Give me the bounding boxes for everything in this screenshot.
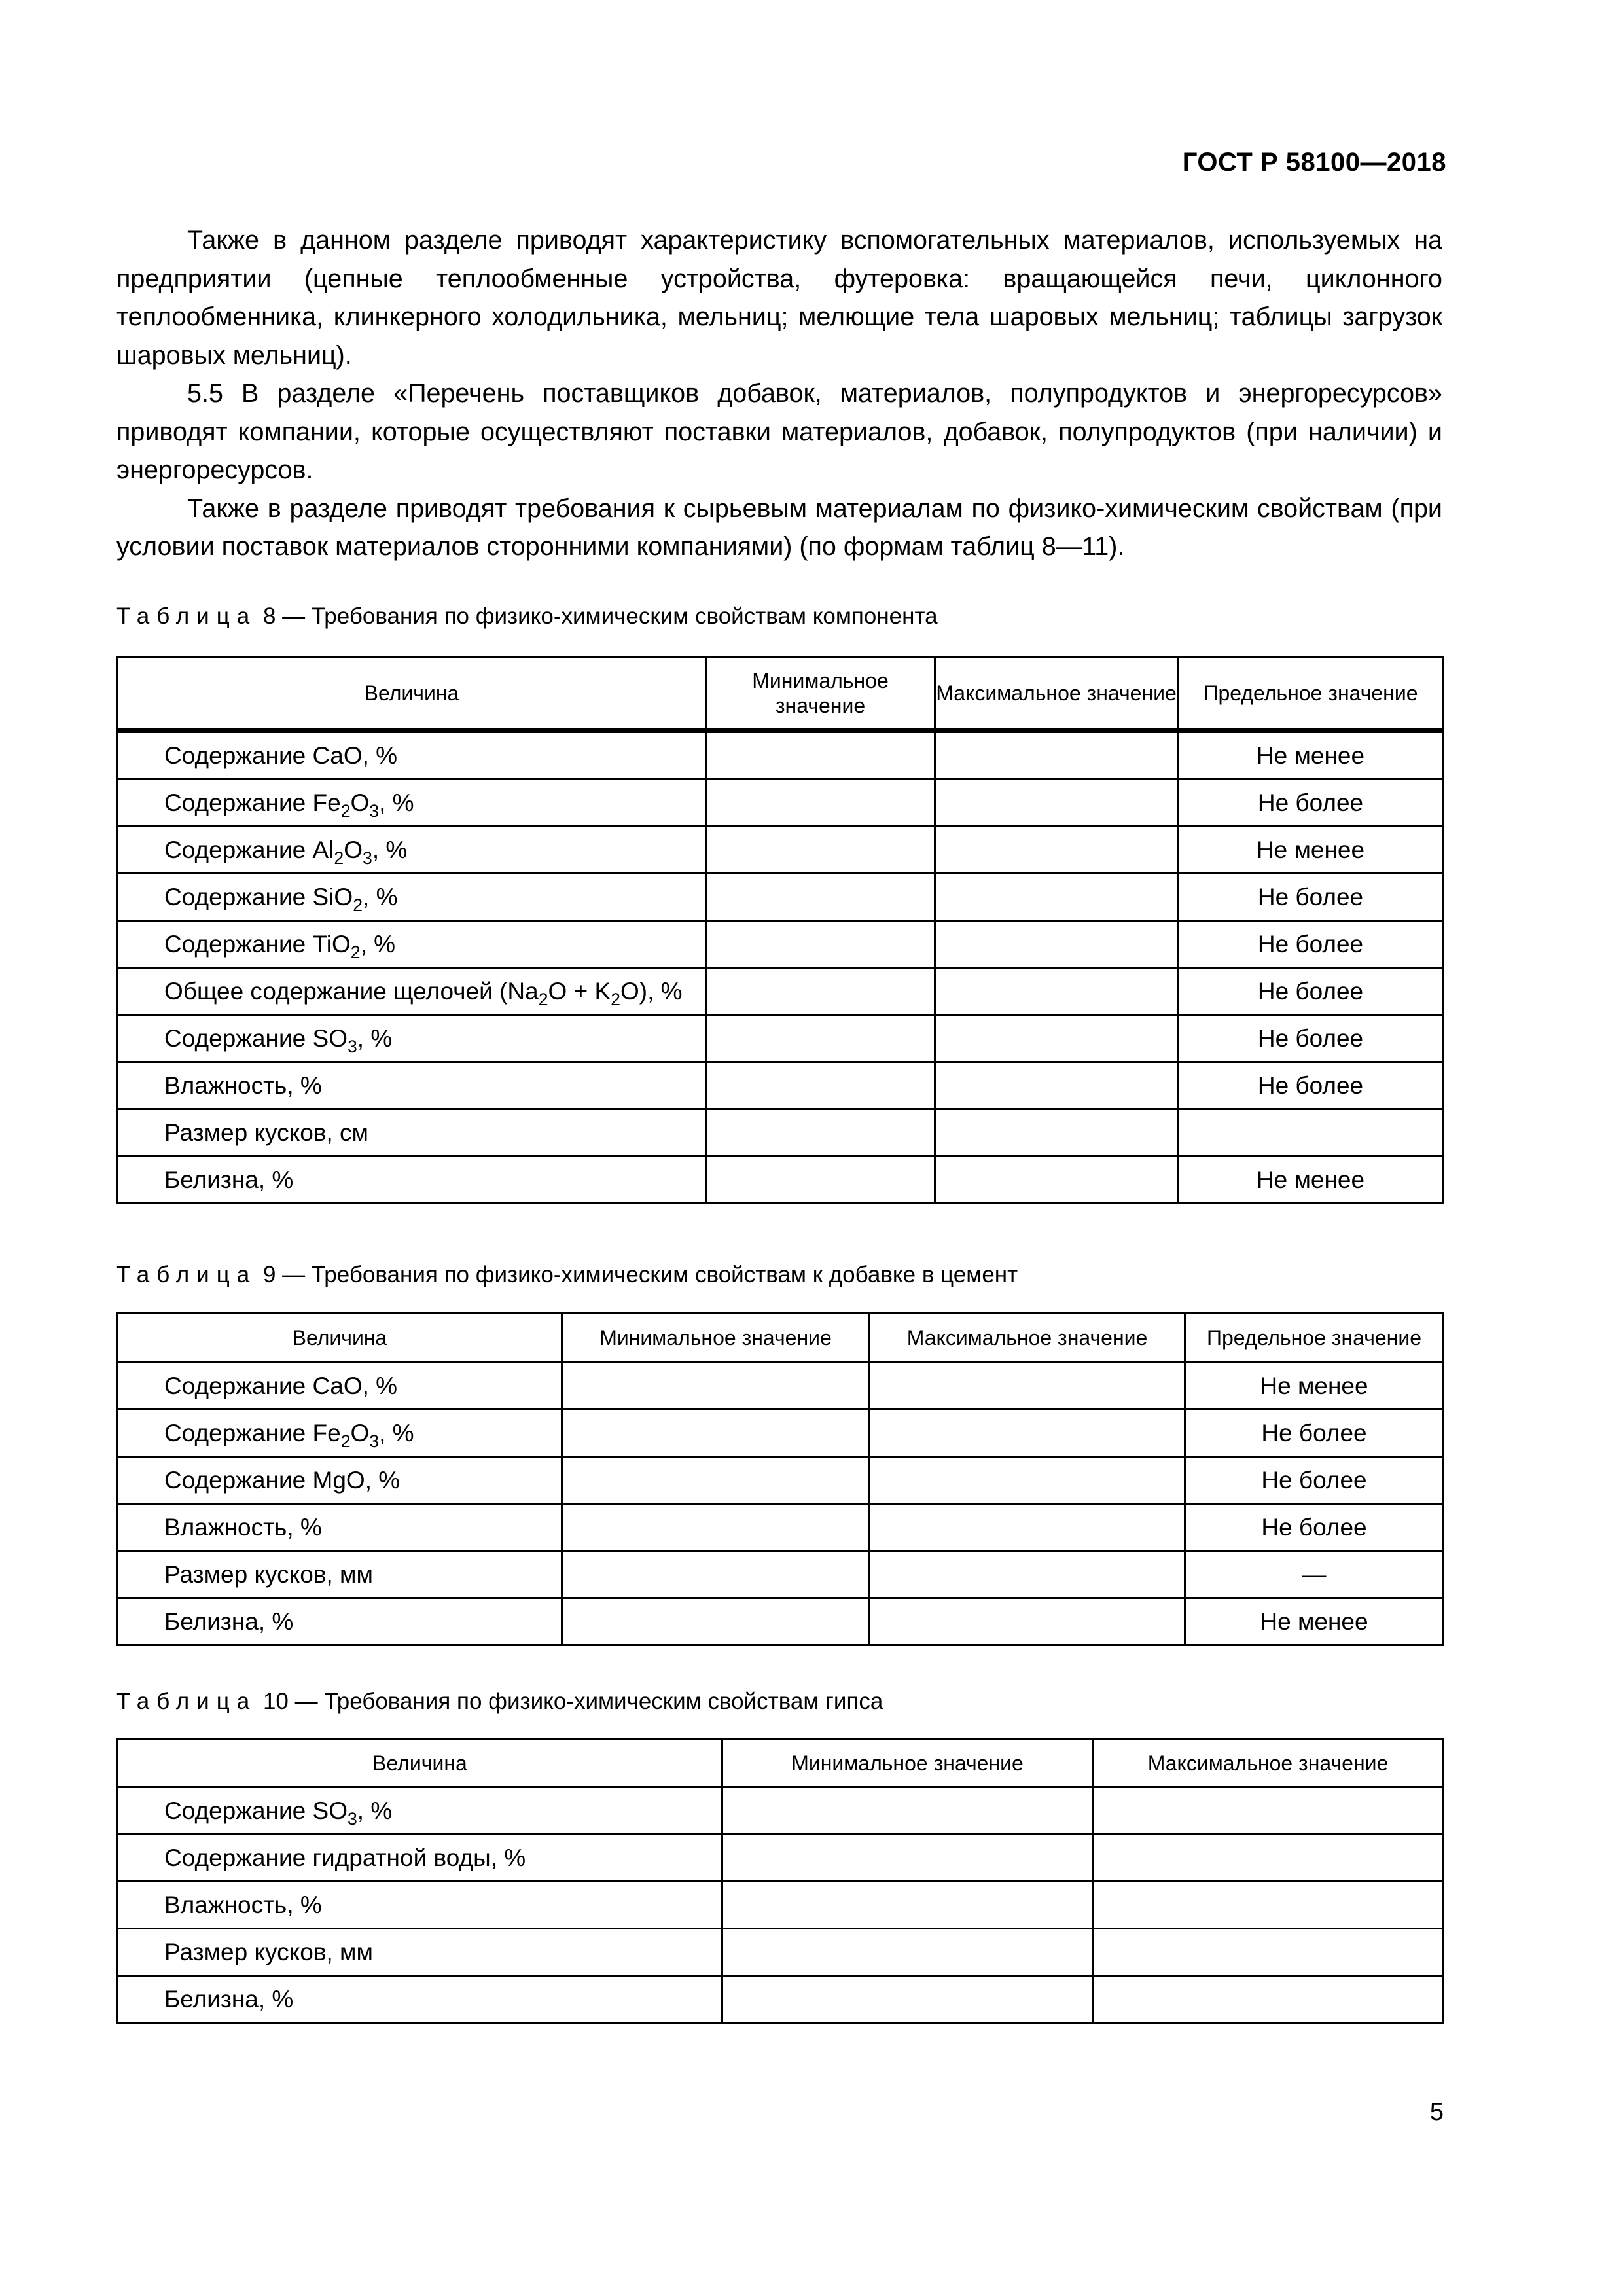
text-fragment: , % xyxy=(360,930,396,958)
table-header-cell: Максимальное значение xyxy=(1093,1740,1444,1787)
quantity-name-cell xyxy=(118,1504,562,1551)
table-header-cell: Величина xyxy=(118,1740,722,1787)
text-fragment: , % xyxy=(357,1797,393,1824)
caption-text: 8 — Требования по физико-химическим свойствам компонента xyxy=(262,603,938,629)
table-row xyxy=(118,1109,1444,1157)
limit-cell: Не более xyxy=(1185,1504,1444,1551)
table-row xyxy=(118,1882,1444,1929)
value-cell xyxy=(935,1062,1178,1109)
quantity-name-cell xyxy=(118,827,706,874)
quantity-name-cell xyxy=(118,1363,562,1410)
text-fragment: , % xyxy=(363,883,398,910)
paragraph: 5.5 В разделе «Перечень поставщиков добавок, материалов, полупродуктов и энергоресурсов» приводят компании, которые осуществляют поставки материалов, добавок, полупродуктов (при наличии) и энергоресурсов. xyxy=(116,379,1442,484)
text-fragment: , % xyxy=(357,1024,393,1052)
quantity-name-cell xyxy=(118,921,706,968)
text-fragment: Содержание Fe xyxy=(164,1419,341,1446)
value-cell xyxy=(935,874,1178,921)
value-cell xyxy=(706,1157,935,1204)
table-row xyxy=(118,1015,1444,1062)
value-cell xyxy=(935,780,1178,827)
table-header-cell: Предельное значение xyxy=(1185,1314,1444,1363)
text-fragment: Белизна, % xyxy=(164,1607,294,1635)
limit-cell xyxy=(1178,1109,1444,1157)
limit-cell: Не менее xyxy=(1178,1157,1444,1204)
table-row xyxy=(118,780,1444,827)
paragraph: Также в разделе приводят требования к сырьевым материалам по физико-химическим свойствам (при условии поставок материалов сторонними компаниями) (по формам таблиц 8—11). xyxy=(116,493,1442,561)
table-row xyxy=(118,1457,1444,1504)
value-cell xyxy=(722,1835,1093,1882)
text-fragment: Белизна, % xyxy=(164,1166,294,1193)
text-fragment: Влажность, % xyxy=(164,1071,322,1099)
quantity-name-cell xyxy=(118,1109,706,1157)
table8-caption xyxy=(116,603,938,630)
value-cell xyxy=(706,827,935,874)
text-fragment: Размер кусков, см xyxy=(164,1119,368,1146)
value-cell xyxy=(1093,1882,1444,1929)
text-fragment: O), % xyxy=(620,977,683,1005)
quantity-name-cell xyxy=(118,1551,562,1598)
value-cell xyxy=(1093,1787,1444,1835)
limit-cell: Не менее xyxy=(1185,1363,1444,1410)
text-fragment: Содержание MgO, % xyxy=(164,1466,401,1494)
value-cell xyxy=(870,1504,1185,1551)
text-fragment: O xyxy=(344,836,363,863)
quantity-name-cell xyxy=(118,1015,706,1062)
text-fragment: O xyxy=(350,789,370,816)
quantity-name-cell xyxy=(118,1457,562,1504)
value-cell xyxy=(562,1457,870,1504)
quantity-name-cell xyxy=(118,1929,722,1976)
caption-word: Таблица xyxy=(116,603,257,629)
table-header-cell: Величина xyxy=(118,657,706,731)
value-cell xyxy=(1093,1976,1444,2023)
text-fragment: Содержание SO xyxy=(164,1797,348,1824)
subscript: 3 xyxy=(369,1431,380,1451)
quantity-name-cell xyxy=(118,780,706,827)
value-cell xyxy=(706,1015,935,1062)
value-cell xyxy=(722,1882,1093,1929)
limit-cell: — xyxy=(1185,1551,1444,1598)
limit-cell: Не более xyxy=(1185,1457,1444,1504)
value-cell xyxy=(706,780,935,827)
table-header-cell: Максимальное значение xyxy=(935,657,1178,731)
table-header-cell: Предельное значение xyxy=(1178,657,1444,731)
caption-word: Таблица xyxy=(116,1262,257,1287)
text-fragment: Содержание гидратной воды, % xyxy=(164,1844,526,1871)
text-fragment: , % xyxy=(379,789,414,816)
value-cell xyxy=(870,1363,1185,1410)
quantity-name-cell xyxy=(118,1410,562,1457)
text-fragment: O xyxy=(350,1419,370,1446)
paragraph: Также в данном разделе приводят характеристику вспомогательных материалов, используемых на предприятии (цепные теплообменные устройства, футеровка: вращающейся печи, циклонного теплообменника, клинкерного холодильника, мельниц; мелющие тела шаровых мельниц; таблицы загрузок шаровых мельниц). xyxy=(116,226,1442,370)
table-row xyxy=(118,1929,1444,1976)
limit-cell: Не менее xyxy=(1178,827,1444,874)
table-row xyxy=(118,1410,1444,1457)
subscript: 2 xyxy=(353,895,363,915)
value-cell xyxy=(935,968,1178,1015)
value-cell xyxy=(722,1929,1093,1976)
limit-cell: Не более xyxy=(1178,968,1444,1015)
value-cell xyxy=(562,1551,870,1598)
limit-cell: Не более xyxy=(1178,921,1444,968)
text-fragment: Размер кусков, мм xyxy=(164,1560,373,1588)
text-fragment: , % xyxy=(372,836,408,863)
quantity-name-cell xyxy=(118,1882,722,1929)
document-code: ГОСТ Р 58100—2018 xyxy=(1182,148,1446,177)
text-fragment: Общее содержание щелочей (Na xyxy=(164,977,539,1005)
page-number: 5 xyxy=(1429,2098,1444,2126)
table-row xyxy=(118,1363,1444,1410)
value-cell xyxy=(706,968,935,1015)
table-header-cell: Минимальное значение xyxy=(562,1314,870,1363)
table-header-cell: Максимальное значение xyxy=(870,1314,1185,1363)
limit-cell: Не более xyxy=(1178,1015,1444,1062)
subscript: 3 xyxy=(369,800,380,821)
subscript: 2 xyxy=(538,989,548,1009)
subscript: 3 xyxy=(347,1808,357,1829)
table-row xyxy=(118,968,1444,1015)
text-fragment: Влажность, % xyxy=(164,1891,322,1918)
text-fragment: Белизна, % xyxy=(164,1985,294,2013)
caption-text: 9 — Требования по физико-химическим свойствам к добавке в цемент xyxy=(262,1262,1018,1287)
value-cell xyxy=(1093,1835,1444,1882)
limit-cell: Не более xyxy=(1178,780,1444,827)
value-cell xyxy=(706,921,935,968)
table-row xyxy=(118,921,1444,968)
text-fragment: Содержание CaO, % xyxy=(164,742,398,769)
table-row xyxy=(118,1835,1444,1882)
quantity-name-cell xyxy=(118,1062,706,1109)
table-header-cell: Минимальное значение xyxy=(722,1740,1093,1787)
table-row xyxy=(118,874,1444,921)
table-row xyxy=(118,1062,1444,1109)
table10-caption xyxy=(116,1689,883,1715)
value-cell xyxy=(562,1363,870,1410)
value-cell xyxy=(562,1598,870,1645)
quantity-name-cell xyxy=(118,1598,562,1645)
value-cell xyxy=(1093,1929,1444,1976)
subscript: 2 xyxy=(340,1431,351,1451)
limit-cell: Не менее xyxy=(1178,731,1444,780)
subscript: 3 xyxy=(363,848,372,868)
limit-cell: Не менее xyxy=(1185,1598,1444,1645)
subscript: 2 xyxy=(334,848,344,868)
value-cell xyxy=(706,874,935,921)
value-cell xyxy=(935,1015,1178,1062)
limit-cell: Не более xyxy=(1185,1410,1444,1457)
table9 xyxy=(116,1312,1444,1646)
value-cell xyxy=(935,921,1178,968)
text-fragment: Содержание TiO xyxy=(164,930,351,958)
value-cell xyxy=(870,1410,1185,1457)
limit-cell: Не более xyxy=(1178,1062,1444,1109)
quantity-name-cell xyxy=(118,1787,722,1835)
value-cell xyxy=(870,1457,1185,1504)
table10 xyxy=(116,1738,1444,2024)
table-header-cell: Величина xyxy=(118,1314,562,1363)
value-cell xyxy=(562,1410,870,1457)
table-row xyxy=(118,1551,1444,1598)
value-cell xyxy=(870,1598,1185,1645)
text-fragment: Содержание SO xyxy=(164,1024,348,1052)
subscript: 2 xyxy=(350,942,361,962)
text-fragment: Влажность, % xyxy=(164,1513,322,1541)
value-cell xyxy=(706,731,935,780)
table-row xyxy=(118,827,1444,874)
value-cell xyxy=(722,1787,1093,1835)
limit-cell: Не более xyxy=(1178,874,1444,921)
value-cell xyxy=(706,1109,935,1157)
value-cell xyxy=(935,1157,1178,1204)
quantity-name-cell xyxy=(118,1976,722,2023)
table-row xyxy=(118,731,1444,780)
value-cell xyxy=(935,731,1178,780)
value-cell xyxy=(706,1062,935,1109)
quantity-name-cell xyxy=(118,1157,706,1204)
text-fragment: Содержание SiO xyxy=(164,883,353,910)
subscript: 3 xyxy=(347,1036,357,1056)
quantity-name-cell xyxy=(118,731,706,780)
text-fragment: O + K xyxy=(548,977,611,1005)
subscript: 2 xyxy=(340,800,351,821)
value-cell xyxy=(935,1109,1178,1157)
subscript: 2 xyxy=(611,989,620,1009)
table-header-cell: Минимальное значение xyxy=(706,657,935,731)
body-text xyxy=(116,221,1442,566)
table-row xyxy=(118,1976,1444,2023)
table-row xyxy=(118,1787,1444,1835)
text-fragment: Размер кусков, мм xyxy=(164,1938,373,1965)
table-row xyxy=(118,1157,1444,1204)
text-fragment: Содержание Al xyxy=(164,836,334,863)
table8 xyxy=(116,656,1444,1204)
value-cell xyxy=(722,1976,1093,2023)
table9-caption xyxy=(116,1262,1018,1288)
quantity-name-cell xyxy=(118,1835,722,1882)
quantity-name-cell xyxy=(118,968,706,1015)
table-row xyxy=(118,1598,1444,1645)
caption-word: Таблица xyxy=(116,1689,257,1714)
text-fragment: , % xyxy=(379,1419,414,1446)
value-cell xyxy=(935,827,1178,874)
value-cell xyxy=(562,1504,870,1551)
value-cell xyxy=(870,1551,1185,1598)
caption-text: 10 — Требования по физико-химическим свойствам гипса xyxy=(262,1689,883,1714)
text-fragment: Содержание CaO, % xyxy=(164,1372,398,1399)
table-row xyxy=(118,1504,1444,1551)
text-fragment: Содержание Fe xyxy=(164,789,341,816)
quantity-name-cell xyxy=(118,874,706,921)
